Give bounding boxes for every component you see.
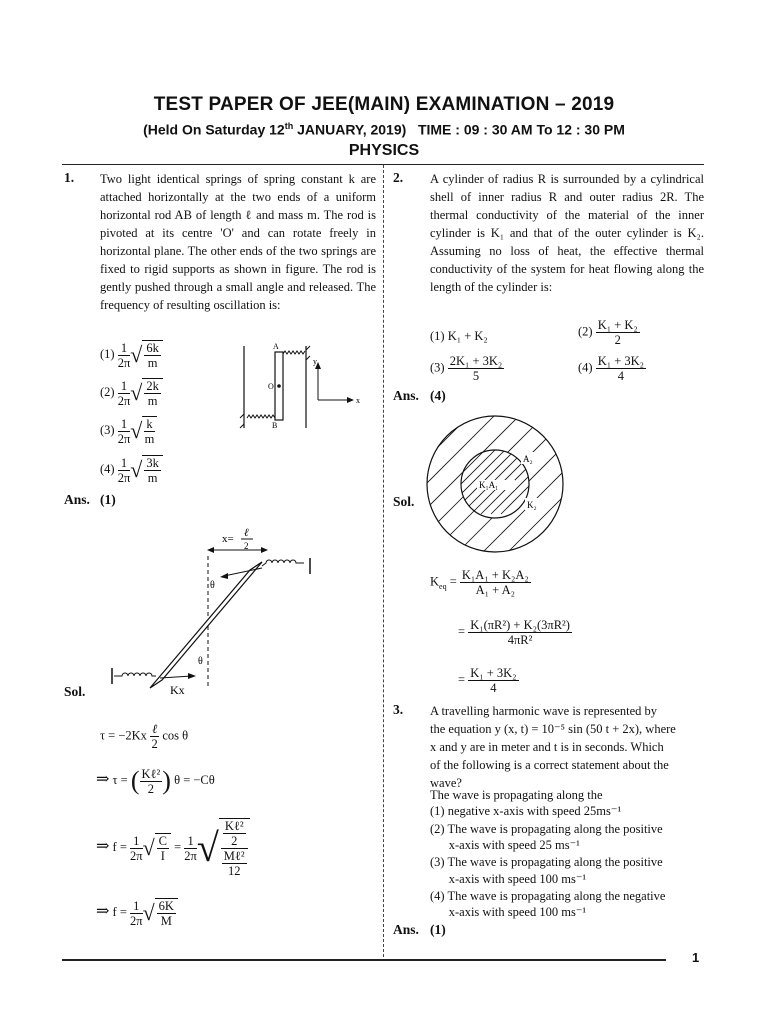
svg-text:K₂: K₂: [527, 500, 537, 510]
paper-title: TEST PAPER OF JEE(MAIN) EXAMINATION – 2019: [153, 94, 615, 115]
q2-keq-eq1: $K_{eq}$ = $\frac{\text{K₁A₁ + K₂A₂}}{\text{A₁ + A₂}}$: [430, 568, 529, 597]
q2-number: 2.: [393, 170, 404, 185]
svg-text:x=: x=: [222, 533, 234, 545]
q1-option-3[interactable]: (3) $\frac{1}{2\pi}$ √ $\frac{k}{m}$: [100, 416, 157, 446]
svg-text:y: y: [313, 357, 317, 366]
svg-text:Kx: Kx: [170, 683, 185, 697]
page-number: 1: [692, 950, 700, 965]
q1-figure: [238, 338, 368, 434]
q1-text: Two light identical springs of spring constant k are attached horizontally at the two ends of a uniform horizontal rod AB of length ℓ and mass m. The rod is pivoted at its centre 'O' and can rotate freely in horizontal plane. The other ends of the two springs are fixed to rigid supports as shown in figure. The rod is gently pushed through a small angle and released. The frequency of resulting oscillation is:: [100, 172, 376, 312]
q3-number: 3.: [393, 702, 404, 717]
q1-answer-value: (1): [100, 492, 116, 507]
q3-option-stem: The wave is propagating along the: [430, 788, 603, 802]
q2-option-4[interactable]: (4) $\frac{\text{K₁ + 3K₂}}{4}$: [578, 354, 645, 383]
q2-solution-label: Sol.: [393, 494, 415, 509]
svg-text:B: B: [272, 421, 278, 430]
q1-final-eq: ⇒ f = $\frac{1}{2\pi}$ √ $\frac{6K}{M}$: [96, 898, 178, 928]
svg-text:θ: θ: [198, 656, 203, 667]
q2-option-1[interactable]: (1) K₁ + K₂: [430, 329, 488, 343]
q3-answer-value: (1): [430, 922, 446, 937]
q2-keq-eq3: = $\frac{\text{K₁ + 3K₂}}{4}$: [458, 666, 517, 695]
q3-option-4[interactable]: (4) The wave is propagating along the negative: [430, 889, 666, 903]
svg-text:2: 2: [244, 541, 249, 551]
q2-option-3[interactable]: (3) $\frac{\text{2K₁ + 3K₂}}{5}$: [430, 354, 503, 383]
q1-solution-figure: [100, 528, 340, 708]
q1-torque-eq: τ = −2Kx $\frac{\text{ℓ}}{2}$ cos θ: [100, 722, 189, 751]
exam-schedule: (Held On Saturday 12th JANUARY, 2019) TIME : 09 : 30 AM To 12 : 30 PM: [143, 121, 625, 138]
q3-option-2-cont: x-axis with speed 25 ms⁻¹: [430, 838, 580, 852]
q3-option-4-cont: x-axis with speed 100 ms⁻¹: [430, 905, 587, 919]
q1-torque-simplified: ⇒ τ = ( $\frac{\text{Kℓ²}}{2}$ ) θ = −Cθ: [96, 766, 215, 796]
svg-text:θ: θ: [210, 580, 215, 591]
q1-solution-label: Sol.: [64, 684, 86, 699]
svg-text:K₁A₁: K₁A₁: [479, 480, 499, 490]
q3-option-3[interactable]: (3) The wave is propagating along the positive: [430, 855, 663, 869]
q1-frequency-eq: ⇒ f = $\frac{1}{2\pi}$ √ $\frac{C}{I}$ = $\frac{1}{2\pi}$ √ $\frac{\frac{\text{Kℓ²}}{2}}{\frac{\text{Mℓ²}}{12}}$: [96, 818, 250, 878]
q2-text: A cylinder of radius R is surrounded by a cylindrical shell of inner radius R and outer radius 2R. The thermal conductivity of the material of the inner cylinder is K₁ and that of the outer cylinder is K₂. Assuming no loss of heat, the effective thermal conductivity of the system for heat flowing along the length of the cylinder is:: [430, 172, 704, 294]
q1-option-2[interactable]: (2) $\frac{1}{2\pi}$ √ $\frac{2k}{m}$: [100, 378, 163, 408]
q1-option-1[interactable]: (1) $\frac{1}{2\pi}$ √ $\frac{6k}{m}$: [100, 340, 163, 370]
footer-rule: [62, 959, 666, 961]
q2-cylinder-figure: [425, 410, 565, 558]
q2-answer-label: Ans.: [393, 388, 419, 403]
q2-option-2[interactable]: (2) $\frac{\text{K₁ + K₂}}{2}$: [578, 318, 638, 347]
q3-option-1[interactable]: (1) negative x-axis with speed 25ms⁻¹: [430, 804, 622, 818]
svg-text:A₂: A₂: [523, 454, 533, 464]
svg-text:x: x: [356, 396, 360, 405]
q3-option-3-cont: x-axis with speed 100 ms⁻¹: [430, 872, 587, 886]
subject-heading: PHYSICS: [348, 142, 420, 159]
q1-option-4[interactable]: (4) $\frac{1}{2\pi}$ √ $\frac{3k}{m}$: [100, 455, 163, 485]
q3-option-2[interactable]: (2) The wave is propagating along the positive: [430, 822, 663, 836]
svg-text:ℓ: ℓ: [244, 528, 249, 539]
q1-number: 1.: [64, 170, 75, 185]
svg-text:A: A: [273, 342, 279, 351]
q1-answer-label: Ans.: [64, 492, 90, 507]
q3-answer-label: Ans.: [393, 922, 419, 937]
q2-keq-eq2: = $\frac{\text{K₁(πR²) + K₂(3πR²)}}{\text{4πR²}}$: [458, 618, 570, 647]
q2-answer-value: (4): [430, 388, 446, 403]
svg-text:O: O: [268, 382, 274, 391]
column-divider: [383, 165, 384, 957]
